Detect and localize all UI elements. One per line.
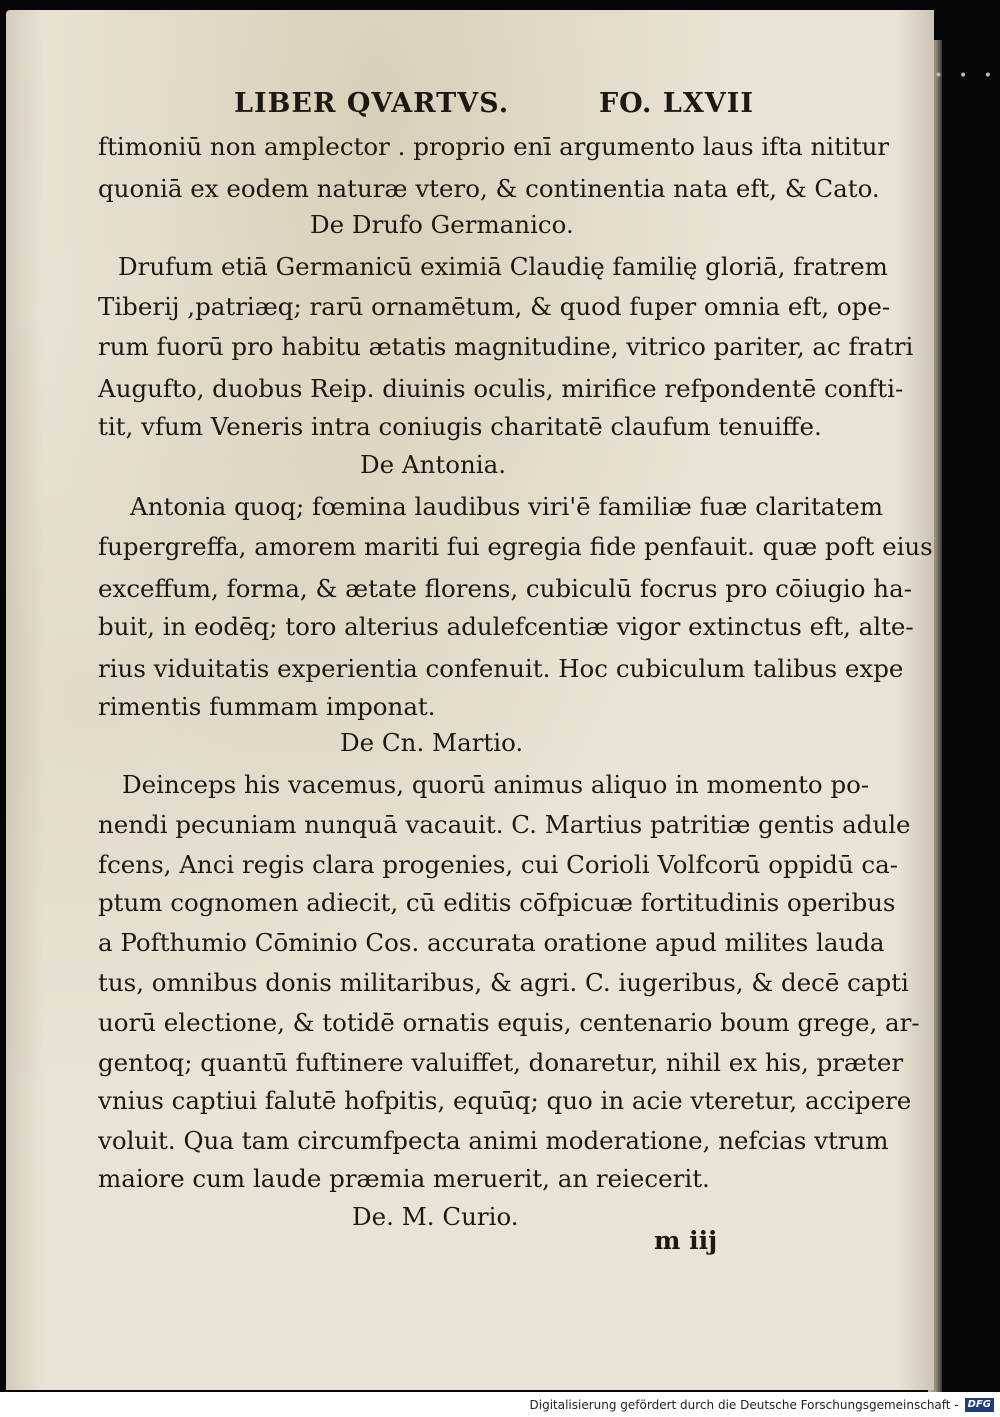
section-heading: De Drufo Germanico. (310, 210, 574, 239)
text-line: tus, omnibus donis militaribus, & agri. C. iugeribus, & decē capti (98, 968, 909, 997)
text-line: quoniā ex eodem naturæ vtero, & continentia nata eft, & Cato. (98, 174, 880, 203)
text-line: nendi pecuniam nunquā vacauit. C. Martius patritiæ gentis adule (98, 810, 911, 839)
text-line: rum fuorū pro habitu ætatis magnitudine, vitrico pariter, ac fratri (98, 332, 914, 361)
text-line: uorū electione, & totidē ornatis equis, centenario boum grege, ar- (98, 1008, 920, 1037)
text-line: gentoq; quantū fuftinere valuiffet, donaretur, nihil ex his, præter (98, 1048, 904, 1077)
section-heading: De. M. Curio. (352, 1202, 519, 1231)
footer-bar (0, 1392, 1000, 1417)
text-line: a Pofthumio Cōminio Cos. accurata oratione apud milites lauda (98, 928, 885, 957)
dfg-logo[interactable]: DFG (965, 1398, 994, 1412)
text-line: rius viduitatis experientia confenuit. Hoc cubiculum talibus expe (98, 654, 904, 683)
text-line: rimentis fummam imponat. (98, 692, 436, 721)
text-line: tit, vfum Veneris intra coniugis charitatē claufum tenuiffe. (98, 412, 822, 441)
text-line: Tiberij ,patriæq; rarū ornamētum, & quod fuper omnia eft, ope- (98, 292, 891, 321)
text-line: fcens, Anci regis clara progenies, cui Corioli Volfcorū oppidū ca- (98, 850, 899, 879)
text-line: ftimoniū non amplector . proprio enī argumento laus ifta nititur (98, 132, 890, 161)
book-page (6, 10, 934, 1390)
text-line: maiore cum laude præmia meruerit, an reiecerit. (98, 1164, 710, 1193)
text-line: Antonia quoq; fœmina laudibus viri'ē familiæ fuæ claritatem (130, 492, 883, 521)
text-line: Deinceps his vacemus, quorū animus aliquo in momento po- (122, 770, 870, 799)
text-line: Drufum etiā Germanicū eximiā Claudię familię gloriā, fratrem (118, 252, 888, 281)
text-line: buit, in eodēq; toro alterius adulefcentiæ vigor extinctus eft, alte- (98, 612, 914, 641)
scan-edge-marks: • • • (934, 68, 998, 84)
text-line: voluit. Qua tam circumfpecta animi moderatione, nefcias vtrum (98, 1126, 889, 1155)
text-line: vnius captiui falutē hofpitis, equūq; quo in acie vteretur, accipere (98, 1086, 912, 1115)
running-header (234, 88, 754, 119)
funding-note: Digitalisierung gefördert durch die Deutsche Forschungsgemeinschaft - (529, 1397, 959, 1412)
signature-mark: m iij (654, 1226, 718, 1255)
header-title: LIBER QVARTVS. (234, 88, 510, 119)
section-heading: De Cn. Martio. (340, 728, 524, 757)
folio-number: FO. LXVII (598, 88, 754, 119)
text-line: ptum cognomen adiecit, cū editis cōfpicuæ fortitudinis operibus (98, 888, 896, 917)
section-heading: De Antonia. (360, 450, 507, 479)
text-line: exceffum, forma, & ætate florens, cubiculū focrus pro cōiugio ha- (98, 574, 912, 603)
text-line: Augufto, duobus Reip. diuinis oculis, mirifice refpondentē confti- (98, 374, 904, 403)
text-line: fupergreffa, amorem mariti fui egregia fide penfauit. quæ poft eius (98, 532, 933, 561)
